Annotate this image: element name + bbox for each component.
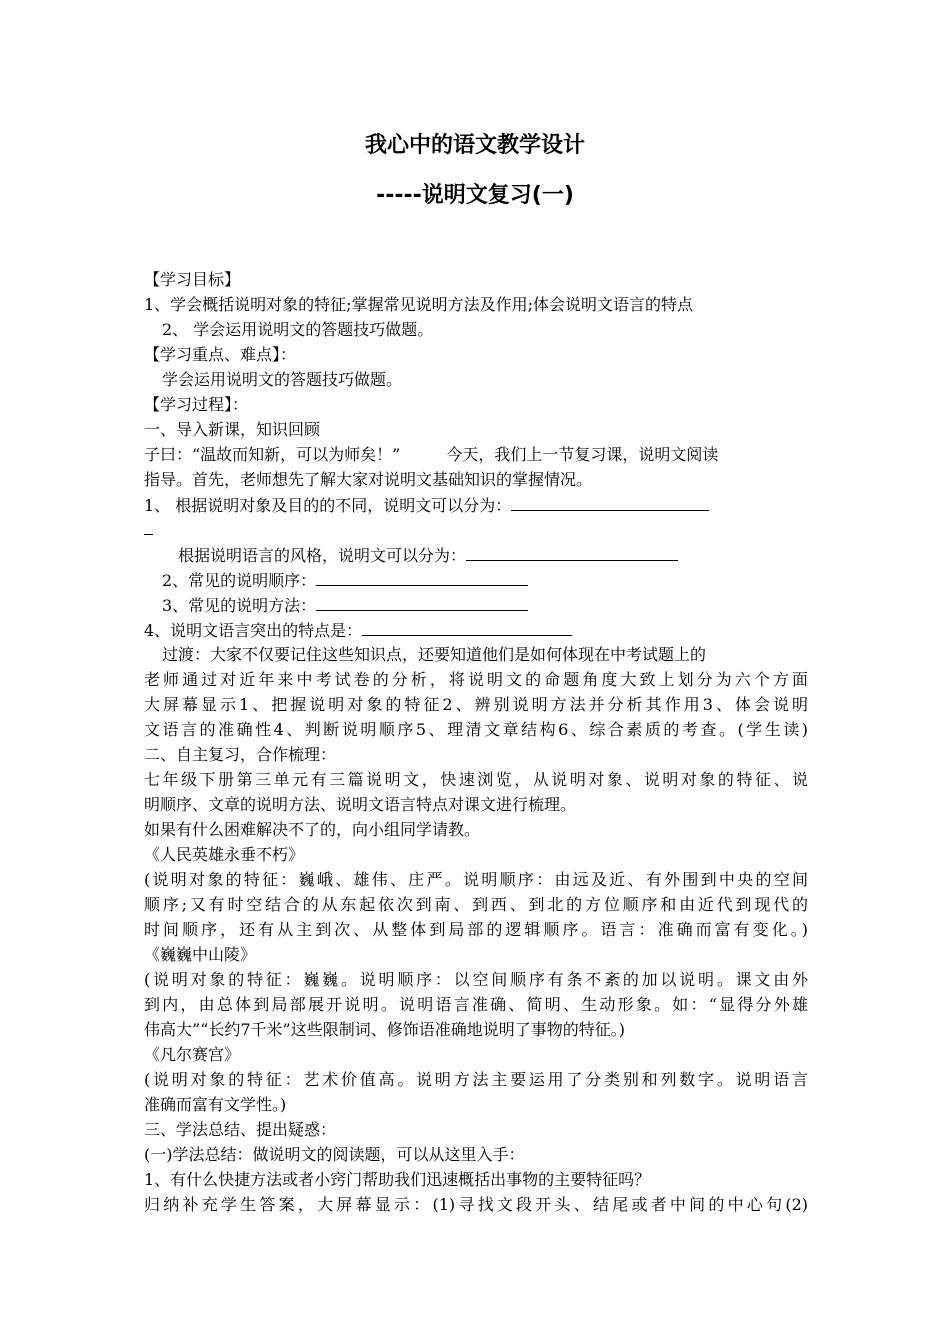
fill-in-question [144,567,808,592]
question-text: 4、说明文语言突出的特点是： [144,621,363,640]
quote-text: 子曰：“温故而知新，可以为师矣！” [144,445,401,464]
paragraph-line: (说明对象的特征：巍巍。说明顺序：以空间顺序有条不紊的加以说明。课文由外 [144,970,808,989]
paragraph-line: 过渡：大家不仅要记住这些知识点，还要知道他们是如何体现在中考试题上的 [162,645,707,664]
lesson-title: 《凡尔赛宫》 [144,1045,241,1064]
paragraph-line: (说明对象的特征：巍峨、雄伟、庄严。说明顺序：由远及近、有外围到中央的空间 [144,870,808,889]
answer-blank[interactable] [316,592,528,611]
answer-blank[interactable] [316,567,528,586]
section-heading: 二、自主复习，合作梳理： [144,745,337,764]
paragraph-line: 老师通过对近年来中考试卷的分析，将说明文的命题角度大致上划分为六个方面 [144,670,808,689]
answer-blank[interactable] [511,492,709,511]
paragraph-line: 七年级下册第三单元有三篇说明文，快速浏览，从说明对象、说明对象的特征、说 [144,770,808,789]
question-text: 1、 根据说明对象及目的的不同，说明文可以分为： [144,496,512,515]
answer-blank[interactable] [362,617,572,636]
lesson-title: 《人民英雄永垂不朽》 [144,845,305,864]
paragraph-line [144,442,808,467]
intro-text: 今天，我们上一节复习课，说明文阅读 [446,445,719,464]
fill-in-question [144,592,808,617]
question-text: 根据说明语言的风格，说明文可以分为： [178,546,467,565]
document-title: 我心中的语文教学设计 [364,133,585,158]
document-body [144,267,808,1217]
paragraph-line: (一)学法总结：做说明文的阅读题，可以从这里入手： [144,1145,525,1164]
paragraph-line: 明顺序、文章的说明方法、说明文语言特点对课文进行梳理。 [144,795,577,814]
paragraph-line: 时间顺序，还有从主到次、从整体到局部的逻辑顺序。语言：准确而富有变化。) [144,920,808,939]
paragraph-line: 大屏幕显示1、把握说明对象的特征2、辨别说明方法并分析其作用3、体会说明 [144,695,808,714]
document-subtitle: -----说明文复习(一) [376,183,574,208]
paragraph-line: 到内，由总体到局部展开说明。说明语言准确、简明、生动形象。如：“显得分外雄 [144,995,808,1014]
paragraph-line: 归纳补充学生答案，大屏幕显示：(1)寻找文段开头、结尾或者中间的中心句(2) [144,1195,808,1214]
answer-blank-continuation[interactable] [144,520,153,535]
question-text: 2、常见的说明顺序： [162,571,317,590]
paragraph-line: 1、有什么快捷方法或者小窍门帮助我们迅速概括出事物的主要特征吗？ [144,1170,651,1189]
paragraph-line: 文语言的准确性4、判断说明顺序5、理清文章结构6、综合素质的考查。(学生读) [144,720,808,739]
section-heading: 三、学法总结、提出疑惑： [144,1120,337,1139]
question-text: 3、常见的说明方法： [162,596,317,615]
fill-in-question [144,542,808,567]
heading-learning-goals: 【学习目标】 [144,270,241,289]
heading-key-points: 【学习重点、难点】： [144,345,297,364]
section-heading: 一、导入新课，知识回顾 [144,420,321,439]
blank-continuation [144,517,808,542]
paragraph-line: 伟高大”“长约7千米”这些限制词、修饰语准确地说明了事物的特征。) [144,1020,625,1039]
fill-in-question [144,617,808,642]
paragraph-line: 2、 学会运用说明文的答题技巧做题。 [162,320,434,339]
paragraph-line: 1、学会概括说明对象的特征;掌握常见说明方法及作用;体会说明文语言的特点 [144,295,693,314]
lesson-title: 《巍巍中山陵》 [144,945,257,964]
paragraph-line: 学会运用说明文的答题技巧做题。 [162,370,403,389]
heading-learning-process: 【学习过程】： [144,395,249,414]
paragraph-line: 准确而富有文学性。) [144,1095,287,1114]
paragraph-line: (说明对象的特征：艺术价值高。说明方法主要运用了分类别和列数字。说明语言 [144,1070,808,1089]
paragraph-line: 指导。首先，老师想先了解大家对说明文基础知识的掌握情况。 [144,470,593,489]
paragraph-line: 顺序;又有时空结合的从东起依次到南、到西、到北的方位顺序和由近代到现代的 [144,895,808,914]
paragraph-line: 如果有什么困难解决不了的，向小组同学请教。 [144,820,481,839]
fill-in-question [144,492,808,517]
answer-blank[interactable] [466,542,678,561]
